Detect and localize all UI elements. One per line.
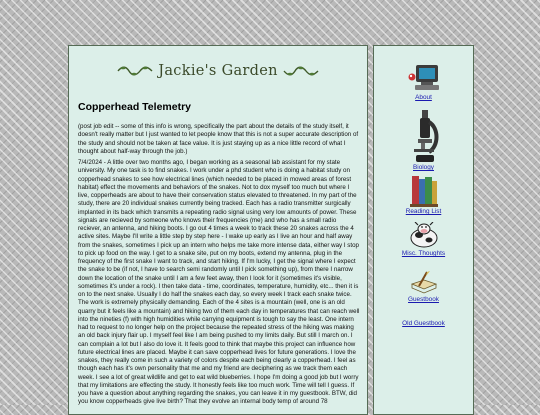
nav-link-guestbook[interactable]: Guestbook [408,296,439,303]
nav-item-about[interactable] [374,62,473,102]
cow-icon [407,222,441,250]
vine-left-decoration [117,64,153,78]
nav-item-old-guestbook[interactable] [374,320,473,328]
site-header [69,46,367,96]
books-icon [408,174,440,208]
page-title: Copperhead Telemetry [78,101,192,113]
computer-icon [407,62,441,94]
nav-link-misc-thoughts[interactable]: Misc. Thoughts [401,250,446,257]
main-content-panel [68,45,368,415]
nav-link-reading-list[interactable]: Reading List [405,208,442,215]
nav-item-misc-thoughts[interactable] [374,222,473,258]
guestbook-icon [409,270,439,296]
post-edit-note: (post job edit -- some of this info is wrong, specifically the part about the details of the study itself, it doesn't really matter but I just wanted to let people know that this is not a super accurate description of the study and should not be taken at face value. It is just staying up as a nice little record of what I thought about half-way through the job.) [78,123,359,155]
site-title: Jackie's Garden [158,63,278,79]
nav-link-biology[interactable]: Biology [413,164,434,171]
sidebar-panel [373,45,474,415]
nav-item-biology[interactable] [374,108,473,172]
nav-link-about[interactable]: About [415,94,432,101]
nav-link-old-guestbook[interactable]: Old Guestbook [402,320,445,327]
vine-right-decoration [283,64,319,78]
microscope-icon [409,108,439,164]
nav-item-reading-list[interactable] [374,174,473,216]
post-body: 7/4/2024 - A little over two months ago, I began working as a seasonal lab assistant for my state university. My one task is to find snakes. I work under a phd student who is doing a habitat study on copperhead snakes to see how electrical lines (which needed to be placed in mowed areas of forest habitat) effect the movements and behaviors of the snakes. Not to dox myself too much but where I live, copperheads are about to have their conservation status elevated to threatened. In my part of the study, there are 20 individual snakes currently being tracked. Each has a radio transmitter surgically implanted in its back which transmits a repeating radio signal using very low amounts of power. These signals are recieved by someone who knows their frequencies (me) and who has a small radio reciever, an antenna, and hiking boots. I go out 4 times a week to track these 20 snakes across the 4 active sites. Maybe I'll write a little step by step here - I wake up early as I live an hour and half away from the snakes, sometimes I pick up an intern who helps me take more intense data, either way I stop to pick up food on the way. I get to a snake site, put on my boots, extend my antenna, plug in the frequency of the first snake I want to track, and start hiking. If I'm lucky, I get the signal where I expect the snake to be (if not, I have to search semi randomly until I pick something up), from there I narrow down the location of the snake until I am a few feet away, then I look for it (sometimes it's visible, sometimes it's under a rock). I then take data - time, coordinates, temperature, humidity, etc... then it is on to the next snake. Usually I do half the snakes each day, so every week I track each snake twice. The work is extremely physically demanding. Each of the 4 sites is a mountain (well, one is an old quarry but it feels like a mountain) and hiking two of them each day in temperatures that can reach well into the nineties (f) with high humidities while carrying equipment is tough to say the least. One intern had to request to no longer help on the project because the repeated stress of the hiking was making an old back injury flair up. I myself feel like I am being pushed to my limits daily. But still I march on. I can complain a lot but I also do love it. It feels good to think that maybe this project can influence how future electrical lines are placed. Maybe it can save copperhead lives for future generations. I love the snakes, they really come in such a variety of colors despite each being clearly a copperhead. I feel as though each has it's own personality that me and my friend are deciphering as we track them each week. I see a lot of great wildlife and get to eat wild blueberries. I hope I'm doing a good job but I worry that my limitations are effecting the study. It honestly feels like too much work. Time will tell I guess. If you have a question about anything regarding the snakes, you can leave it in my guestbook. BTW, did you know copperheads give live birth? That they evolve an internal body temp of around 78 [78,159,360,406]
nav-item-guestbook[interactable] [374,270,473,304]
